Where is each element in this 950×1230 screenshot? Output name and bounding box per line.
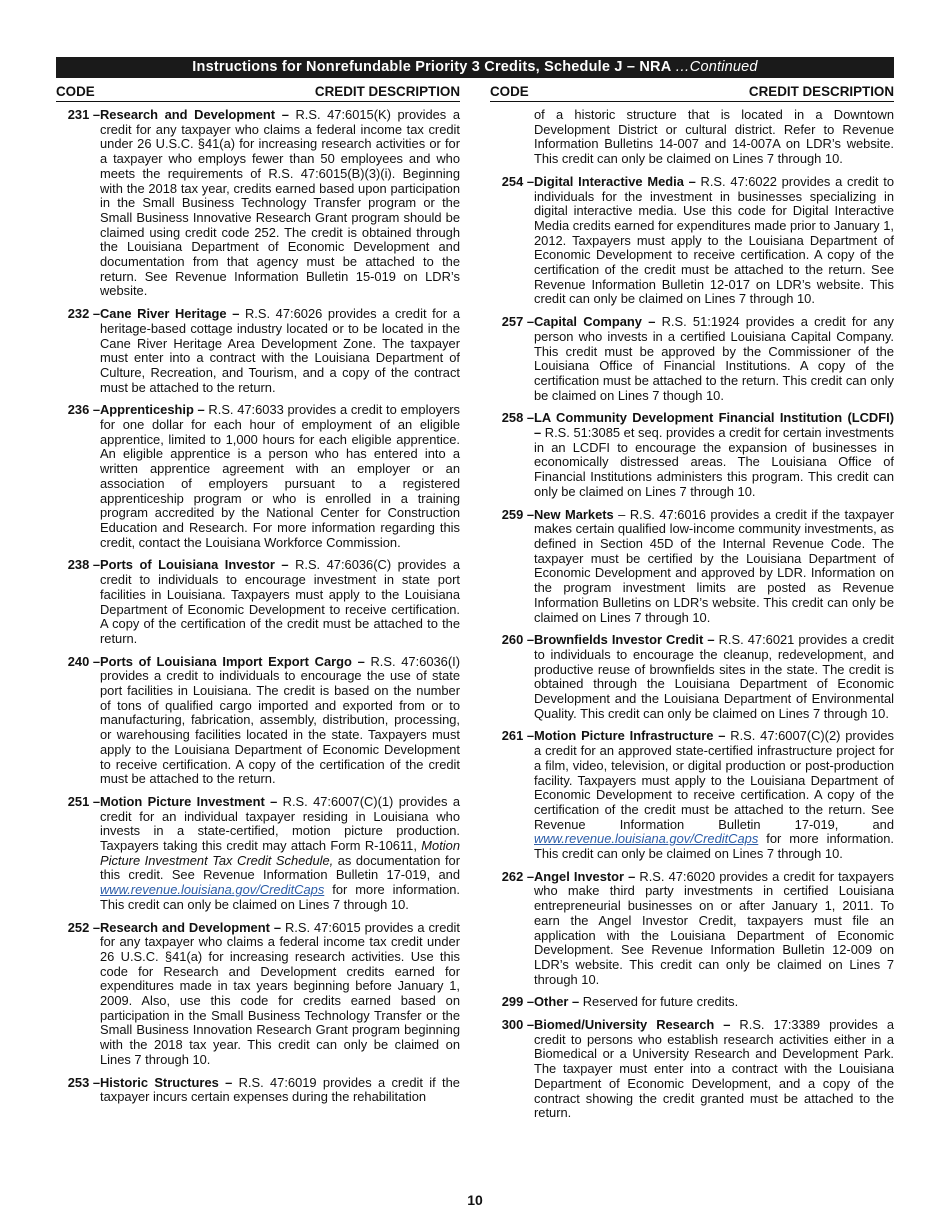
credit-text: R.S. 47:6026 provides a credit for a heritage-based cottage industry located or to be located in the Cane River Heritage Area Development Zone. The taxpayer must enter into a contract with the Louisiana Department of Culture, Recreation, and Tourism, and a copy of the contract must be attached to the return. [100,306,460,395]
credit-code: 259 – [501,506,534,522]
credit-entry-252 [56,921,460,1068]
credit-code: 258 – [501,410,534,426]
credit-code: 262 – [501,868,534,884]
column-header [56,84,460,102]
credit-text: R.S. 47:6020 provides a credit for taxpayers who make third party investments in certified Louisiana entrepreneurial businesses on or after January 1, 2011. To earn the Angel Investor Credit, taxpayers must file an application with the Louisiana Department of Economic Development. See Revenue Information Bulletin 12-009 on LDR’s website. This credit can only be claimed on Lines 7 through 10. [534,868,894,987]
credit-entry-251 [56,795,460,913]
page-number: 10 [467,1192,483,1208]
credit-title: Research and Development – [100,919,282,935]
credit-title: Digital Interactive Media – [534,173,696,189]
credit-code: 251 – [67,793,100,809]
credit-entry-231 [56,108,460,299]
credit-text: R.S. 51:3085 et seq. provides a credit for certain investments in an LCDFI to encourage the expansion of businesses in economically distressed areas. The Louisiana Office of Financial Institutions administers this program. This credit can only be claimed on Lines 7 through 10. [534,425,894,499]
credit-text: R.S. 17:3389 provides a credit to persons who establish research activities either in a Biomedical or a University Research and Development Park. The taxpayer must enter into a contract with the Louisiana Department of Economic Development, and a copy of the contract showing the credit granted must be attached to the return. [534,1017,895,1121]
credit-code: 240 – [67,653,100,669]
credit-code: 236 – [67,402,100,418]
credit-entry-299 [490,995,894,1010]
credit-code: 238 – [67,557,100,573]
banner-continued: …Continued [675,59,758,75]
credit-text: for more information. This credit can only be claimed on Lines 7 through 10. [534,831,894,862]
credit-caps-link[interactable]: www.revenue.louisiana.gov/CreditCaps [100,882,325,898]
credit-text: R.S. 47:6036(I) provides a credit to individuals to encourage the use of state port facilities in Louisiana. The credit is based on the number of tons of qualified cargo imported and exported from or to manufacturing, fabrication, assembly, distribution, processing, or warehousing facilities located in the state. Taxpayers must apply to the Louisiana Department of Economic Development to receive certification. A copy of the certification of the credit must be attached to the return. [100,653,460,787]
credit-text: R.S. 47:6015 provides a credit for any taxpayer who claims a federal income tax credit under 26 U.S.C. §41(a) for increasing research activities. Use this code for Research and Development credits earned for expenditures made in tax years beginning before January 1, 2009. Also, use this code for credits earned based on participation in the Small Business Technology Transfer or the Small Business Innovation Research Grant program beginning with the 2018 tax year. This credit can only be claimed on Lines 7 through 10. [100,919,460,1067]
credit-entry-261 [490,729,894,861]
credit-title: Ports of Louisiana Import Export Cargo – [100,653,365,669]
left-column [56,84,460,1113]
credit-text: R.S. 47:6019 provides a credit if the taxpayer incurs certain expenses during the rehabilitation [100,1074,460,1105]
credit-text: – R.S. 47:6016 provides a credit if the taxpayer makes certain qualified low-income community investments, as defined in Section 45D of the Internal Revenue Code. The taxpayer must be certified by the Louisiana Department of Economic Development and approved by LDR. Information on the program investment limits are posted as Revenue Information Bulletins on LDR’s website. This credit can only be claimed on Lines 7 through 10. [534,506,894,625]
credit-code: 252 – [67,919,100,935]
credit-entry-240 [56,655,460,787]
credit-entry-260 [490,633,894,721]
description-header: CREDIT DESCRIPTION [748,84,894,99]
form-title: Motion Picture Investment Tax Credit Schedule, [100,838,460,868]
credit-code: 253 – [67,1074,100,1090]
credit-entry-238 [56,558,460,646]
credit-code: 231 – [67,107,100,122]
credit-title: Cane River Heritage – [100,306,240,322]
credit-entry-232 [56,307,460,395]
continued-text-253: of a historic structure that is located in a Downtown Development District or cultural district. Refer to Revenue Information Bulletins 14-007 and 14-007A on LDR’s website. This credit can only be claimed on Lines 7 through 10. [534,107,894,167]
credit-text: R.S. 47:6021 provides a credit to individuals to encourage the cleanup, redevelopment, and productive reuse of brownfields sites in the state. The credit is obtained through the Louisiana Department of Economic Development and the Louisiana Department of Environmental Quality. This credit can only be claimed on Lines 7 through 10. [534,632,894,721]
code-header: CODE [490,84,529,99]
credit-title: LA Community Development Financial Institution (LCDFI) – [534,410,894,441]
credit-text: R.S. 47:6015(K) provides a credit for any taxpayer who claims a federal income tax credit under 26 U.S.C. §41(a) for increasing research activities or for a taxpayer who employs fewer than 50 employees and who meets the requirements of R.S. 47:6015(B)(3)(i). Beginning with the 2018 tax year, credits earned based upon participation in the Small Business Technology Transfer program or the Small Business Innovative Research Grant program should be claimed using credit code 252. The credit is obtained through the Louisiana Department of Economic Development and documentation from that agency must be attached to the return. See Revenue Information Bulletin 15-019 on LDR’s website. [100,107,460,299]
credit-code: 299 – [501,994,534,1010]
credit-title: Motion Picture Investment – [100,793,278,809]
credit-text: as documentation for this credit. See Revenue Information Bulletin 17-019, and [100,852,460,883]
credit-entry-262 [490,870,894,988]
credit-code: 261 – [501,728,534,744]
credit-title: Research and Development – [100,107,289,122]
credit-title: Other – [534,994,580,1010]
credit-entry-257 [490,315,894,403]
credit-title: New Markets [534,506,614,522]
credit-entry-254 [490,175,894,307]
code-header: CODE [56,84,95,99]
credit-code: 257 – [501,314,534,330]
credit-entry-300 [490,1018,894,1121]
credit-title: Apprenticeship – [100,402,205,418]
credit-title: Capital Company – [534,314,656,330]
credit-text: R.S. 47:6036(C) provides a credit to individuals to encourage investment in state port facilities in Louisiana. Taxpayers must apply to the Louisiana Department of Economic Development to receive certification. A copy of the certification of the credit must be attached to the return. [100,557,460,646]
credit-text: R.S. 47:6022 provides a credit to individuals for the investment in businesses specializing in digital interactive media. Use this code for Digital Interactive Media credits earned for expenditures made prior to January 1, 2012. Taxpayers must apply to the Louisiana Department of Economic Development to receive certification. A copy of the certification of the credit must be attached to the return. See Revenue Information Bulletin 12-017 on LDR’s website. This credit can only be claimed on Lines 7 through 10. [534,173,894,307]
credit-entry-259 [490,508,894,626]
credit-code: 254 – [501,173,534,189]
credit-text: R.S. 51:1924 provides a credit for any person who invests in a certified Louisiana Capital Company. This credit must be approved by the Commissioner of the Louisiana Office of Financial Institutions. A copy of the certification must be attached to the return. This credit can only be claimed on Lines 7 though 10. [534,314,894,403]
credit-code: 232 – [67,306,100,322]
credit-text: R.S. 47:6033 provides a credit to employers for one dollar for each hour of employment of an eligible apprentice, limited to 1,000 hours for each eligible apprentice. An eligible apprentice is a person who has entered into a written apprentice agreement with an employer or an association of employers pursuant to a registered apprenticeship program or who is enrolled in a training program accredited by the National Center for Construction Education and Research. For more information regarding this credit, contact the Louisiana Workforce Commission. [100,402,460,550]
credit-entry-258 [490,411,894,499]
credit-text: Reserved for future credits. [579,994,739,1010]
credit-title: Biomed/University Research – [534,1017,731,1033]
description-header: CREDIT DESCRIPTION [314,84,460,99]
credit-text: R.S. 47:6007(C)(2) provides a credit for an approved state-certified infrastructure project for a film, video, television, or digital production or post-production facility. Taxpayers must apply to the Louisiana Department of Economic Development to receive certification. A copy of the certification of the credit must be attached to the return. See Revenue Information Bulletin 17-019, and [534,728,894,832]
credit-code: 300 – [501,1017,534,1033]
credit-title: Historic Structures – [100,1074,233,1090]
right-column [490,84,894,1129]
credit-entry-253 [56,1076,460,1105]
credit-title: Ports of Louisiana Investor – [100,557,289,573]
credit-text: R.S. 47:6007(C)(1) provides a credit for an individual taxpayer residing in Louisiana who invests in a state-certified, motion picture production. Taxpayers taking this credit may attach Form R-10611, [100,793,460,854]
credit-code: 260 – [501,632,534,648]
credit-title: Brownfields Investor Credit – [534,632,715,648]
credit-title: Motion Picture Infrastructure – [534,728,726,744]
banner-title: Instructions for Nonrefundable Priority 3 Credits, Schedule J – NRA [192,59,676,75]
credit-entry-236 [56,403,460,550]
credit-title: Angel Investor – [534,868,636,884]
credit-caps-link[interactable]: www.revenue.louisiana.gov/CreditCaps [534,831,759,847]
column-header [490,84,894,102]
section-banner [56,57,894,78]
credit-text: for more information. This credit can only be claimed on Lines 7 through 10. [100,882,460,912]
